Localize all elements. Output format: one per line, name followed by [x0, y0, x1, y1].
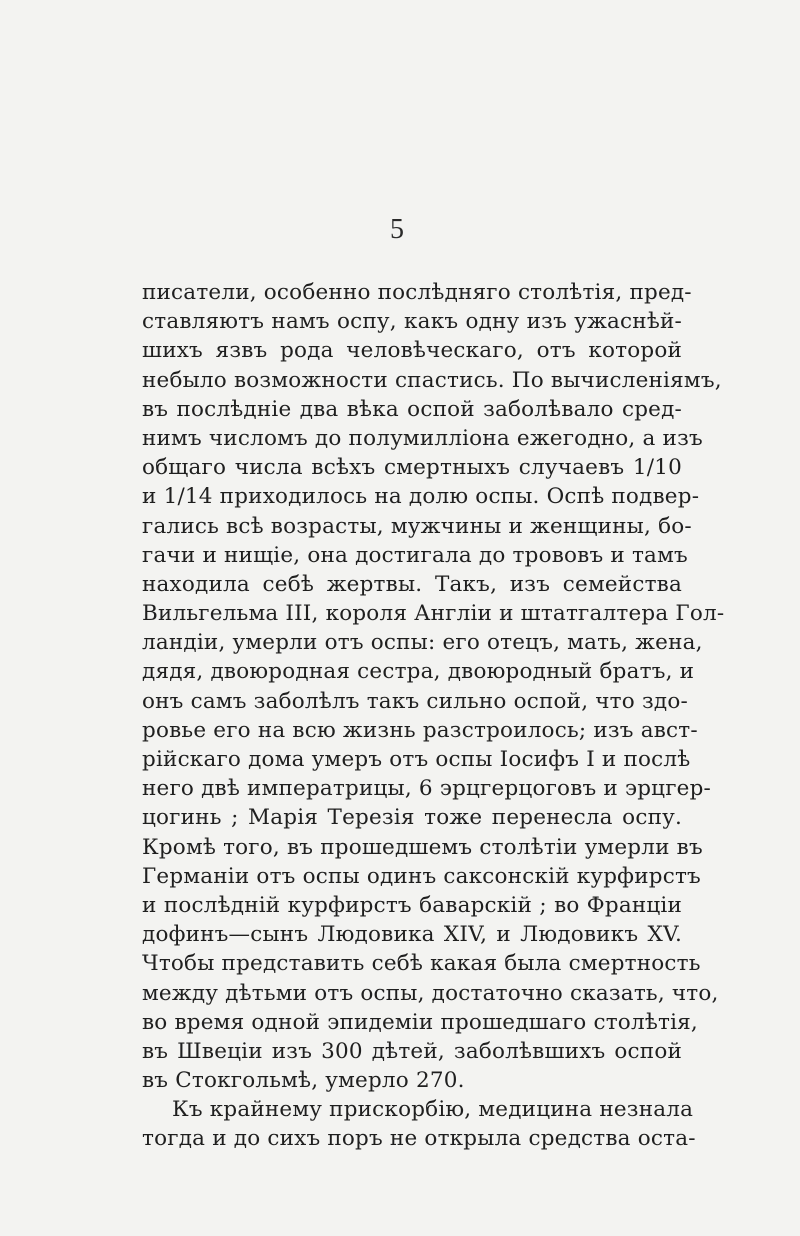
- text-line: находила себѣ жертвы. Такъ, изъ семейства: [142, 571, 682, 597]
- text-line: него двѣ императрицы, 6 эрцгерцоговъ и эрцгер-: [142, 776, 712, 802]
- text-line: Къ крайнему прискорбію, медицина незнала: [172, 1097, 694, 1123]
- text-line: ландіи, умерли отъ оспы: его отецъ, мать, жена,: [142, 630, 703, 656]
- text-line: въ послѣдніе два вѣка оспой заболѣвало сред-: [142, 396, 682, 422]
- text-line: тогда и до сихъ поръ не открыла средства оста-: [142, 1126, 696, 1152]
- text-line: и послѣдній курфирстъ баварскій ; во Франціи: [142, 892, 682, 918]
- text-line: въ Стокгольмѣ, умерло 270.: [142, 1068, 465, 1094]
- text-line: небыло возможности спастись. По вычисленіямъ,: [142, 367, 722, 393]
- text-line: въ Швеціи изъ 300 дѣтей, заболѣвшихъ оспой: [142, 1038, 682, 1064]
- text-line: Чтобы представить себѣ какая была смертность: [142, 951, 701, 977]
- text-line: общаго числа всѣхъ смертныхъ случаевъ 1/10: [142, 455, 682, 481]
- text-line: шихъ язвъ рода человѣческаго, отъ которой: [142, 338, 682, 364]
- text-line: гачи и нищіе, она достигала до трововъ и тамъ: [142, 542, 688, 568]
- body-text: [142, 278, 725, 1154]
- text-line: цогинь ; Марія Терезія тоже перенесла оспу.: [142, 805, 682, 831]
- text-line: нимъ числомъ до полумилліона ежегодно, а изъ: [142, 425, 703, 451]
- text-line: между дѣтьми отъ оспы, достаточно сказать, что,: [142, 980, 719, 1006]
- text-line: писатели, особенно послѣдняго столѣтія, пред-: [142, 280, 692, 305]
- text-line: дофинъ—сынъ Людовика XIV, и Людовикъ XV.: [142, 922, 682, 948]
- text-line: дядя, двоюродная сестра, двоюродный братъ, и: [142, 659, 695, 685]
- text-line: Кромѣ того, въ прошедшемъ столѣтіи умерли въ: [142, 834, 703, 860]
- text-line: онъ самъ заболѣлъ такъ сильно оспой, что здо-: [142, 688, 688, 714]
- text-line: и 1/14 приходилось на долю оспы. Оспѣ подвер-: [142, 484, 700, 510]
- text-line: ровье его на всю жизнь разстроилось; изъ авст-: [142, 717, 698, 743]
- text-line: ставляютъ намъ оспу, какъ одну изъ ужаснѣй-: [142, 309, 682, 335]
- text-line: Вильгельма III, короля Англіи и штатгалтера Гол-: [142, 601, 725, 627]
- text-line: рійскаго дома умеръ отъ оспы Іосифъ I и послѣ: [142, 747, 691, 772]
- page-number: 5: [390, 214, 404, 245]
- text-line: Германіи отъ оспы одинъ саксонскій курфирстъ: [142, 863, 701, 889]
- text-line: во время одной эпидеміи прошедшаго столѣтія,: [142, 1009, 698, 1035]
- text-line: гались всѣ возрасты, мужчины и женщины, бо-: [142, 513, 692, 539]
